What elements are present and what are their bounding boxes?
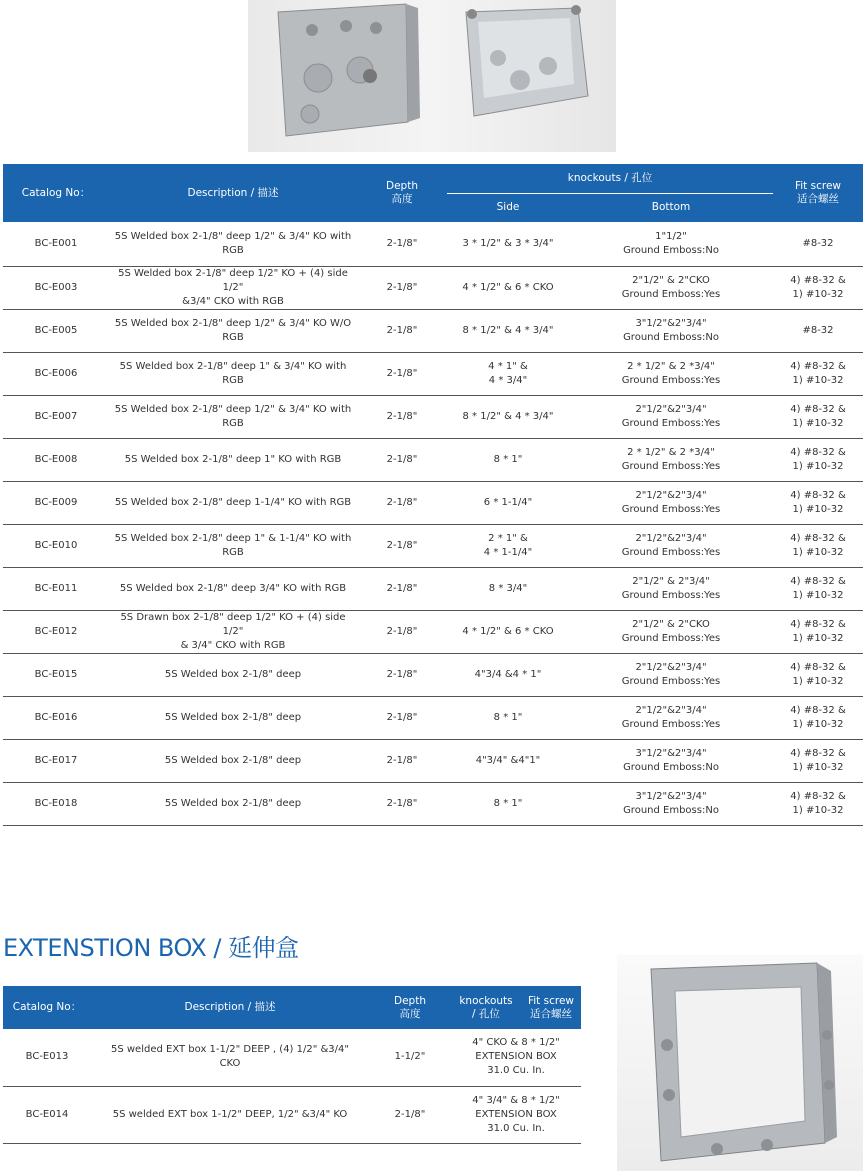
depth-cell-line: 2-1/8" bbox=[386, 797, 418, 809]
side-knockouts-cell bbox=[447, 309, 569, 352]
bottom-knockouts-cell-line: 2"1/2"&2"3/4" bbox=[635, 661, 707, 673]
fit-screw-cell-line: 4) #8-32 & bbox=[790, 704, 846, 716]
fit-screw-cell-line: 1) #10-32 bbox=[792, 632, 844, 644]
ext-knockouts-cell-line: 4" CKO & 8 * 1/2" bbox=[472, 1037, 560, 1049]
fit-screw-cell bbox=[773, 653, 863, 696]
bottom-knockouts-cell bbox=[569, 309, 773, 352]
side-knockouts-cell bbox=[447, 653, 569, 696]
depth-cell bbox=[357, 567, 447, 610]
description-cell-line: 5S Welded box 2-1/8" deep 1" & 1-1/4" KO with bbox=[114, 532, 352, 544]
bottom-knockouts-cell bbox=[569, 610, 773, 653]
fit-screw-cell-line: 4) #8-32 & bbox=[790, 446, 846, 458]
ext-depth-cell-line: 2-1/8" bbox=[394, 1108, 426, 1120]
bottom-knockouts-cell-line: 1"1/2" bbox=[655, 230, 687, 242]
ext-description-cell bbox=[91, 1029, 369, 1086]
side-knockouts-cell-line: 3 * 1/2" & 3 * 3/4" bbox=[462, 237, 554, 249]
bottom-knockouts-cell-line: Ground Emboss:Yes bbox=[621, 374, 721, 386]
depth-cell bbox=[357, 653, 447, 696]
fit-screw-cell-line: 1) #10-32 bbox=[792, 589, 844, 601]
description-cell-line: 5S Welded box 2-1/8" deep bbox=[164, 711, 302, 723]
bottom-knockouts-cell-line: Ground Emboss:Yes bbox=[621, 546, 721, 558]
description-cell-line: 5S Drawn box 2-1/8" deep 1/2" KO + (4) side 1/2" bbox=[120, 611, 346, 637]
fit-screw-cell bbox=[773, 567, 863, 610]
ext-knockouts-cell-line: 4" 3/4" & 8 * 1/2" bbox=[472, 1094, 560, 1106]
side-knockouts-cell bbox=[447, 352, 569, 395]
side-knockouts-cell bbox=[447, 524, 569, 567]
side-knockouts-cell bbox=[447, 567, 569, 610]
description-cell bbox=[109, 352, 357, 395]
depth-cell-line: 2-1/8" bbox=[386, 367, 418, 379]
side-knockouts-cell-line: 2 * 1" & bbox=[488, 532, 528, 544]
bottom-knockouts-cell-line: 2"1/2"&2"3/4" bbox=[635, 403, 707, 415]
fit-screw-cell-line: 1) #10-32 bbox=[792, 718, 844, 730]
depth-cell-line: 2-1/8" bbox=[386, 410, 418, 422]
header-knockouts: knockouts / 孔位 bbox=[447, 164, 773, 193]
fit-screw-cell-line: 1) #10-32 bbox=[792, 417, 844, 429]
table-row bbox=[3, 309, 863, 352]
catalog-cell bbox=[3, 610, 109, 653]
description-cell bbox=[109, 481, 357, 524]
fit-screw-cell bbox=[773, 696, 863, 739]
depth-cell bbox=[357, 222, 447, 266]
bottom-knockouts-cell bbox=[569, 653, 773, 696]
side-knockouts-cell bbox=[447, 222, 569, 266]
description-cell-line: 5S Welded box 2-1/8" deep 1-1/4" KO with RGB bbox=[114, 496, 352, 508]
side-knockouts-cell-line: 4 * 1-1/4" bbox=[483, 546, 533, 558]
table-row bbox=[3, 610, 863, 653]
side-knockouts-cell-line: 8 * 3/4" bbox=[488, 582, 528, 594]
bottom-knockouts-cell bbox=[569, 395, 773, 438]
bottom-knockouts-cell-line: Ground Emboss:No bbox=[623, 804, 719, 816]
ext-header-catalog: Catalog No： bbox=[3, 986, 91, 1029]
bottom-knockouts-cell-line: 2"1/2" & 2"3/4" bbox=[632, 575, 710, 587]
description-cell-line: 5S Welded box 2-1/8" deep 1/2" KO + (4) side 1/2" bbox=[118, 267, 348, 293]
ext-header-depth-cn: 高度 bbox=[399, 1007, 421, 1020]
bottom-knockouts-cell-line: 2"1/2"&2"3/4" bbox=[635, 489, 707, 501]
extension-box-photo bbox=[617, 955, 863, 1171]
catalog-cell-line: BC-E008 bbox=[34, 453, 78, 465]
table-row bbox=[3, 352, 863, 395]
fit-screw-cell-line: 4) #8-32 & bbox=[790, 747, 846, 759]
bottom-knockouts-cell-line: Ground Emboss:Yes bbox=[621, 718, 721, 730]
description-cell-line: RGB bbox=[222, 417, 244, 429]
ext-header-description: Description / 描述 bbox=[91, 986, 369, 1029]
ext-description-cell-line: CKO bbox=[219, 1058, 241, 1070]
description-cell bbox=[109, 438, 357, 481]
bottom-knockouts-cell-line: 2 * 1/2" & 2 *3/4" bbox=[627, 360, 715, 372]
fit-screw-cell-line: 4) #8-32 & bbox=[790, 532, 846, 544]
table-row bbox=[3, 696, 863, 739]
ext-knockouts-cell-line: EXTENSION BOX bbox=[475, 1051, 557, 1063]
description-cell-line: RGB bbox=[222, 546, 244, 558]
description-cell bbox=[109, 266, 357, 309]
fit-screw-cell bbox=[773, 309, 863, 352]
depth-cell-line: 2-1/8" bbox=[386, 711, 418, 723]
fit-screw-cell-line: 1) #10-32 bbox=[792, 804, 844, 816]
bottom-knockouts-cell-line: Ground Emboss:Yes bbox=[621, 503, 721, 515]
header-fit-screw-en: Fit screw bbox=[794, 180, 842, 192]
ext-catalog-cell-line: BC-E013 bbox=[25, 1051, 69, 1063]
description-cell bbox=[109, 739, 357, 782]
fit-screw-cell-line: 4) #8-32 & bbox=[790, 661, 846, 673]
bottom-knockouts-cell-line: 2 * 1/2" & 2 *3/4" bbox=[627, 446, 715, 458]
bottom-knockouts-cell-line: 3"1/2"&2"3/4" bbox=[635, 747, 707, 759]
table-row bbox=[3, 567, 863, 610]
catalog-cell-line: BC-E001 bbox=[34, 237, 78, 249]
catalog-cell-line: BC-E012 bbox=[34, 625, 78, 637]
description-cell bbox=[109, 395, 357, 438]
depth-cell bbox=[357, 352, 447, 395]
depth-cell-line: 2-1/8" bbox=[386, 237, 418, 249]
header-catalog: Catalog No： bbox=[3, 164, 109, 222]
depth-cell bbox=[357, 438, 447, 481]
table-row bbox=[3, 266, 863, 309]
product-photo-boxes bbox=[248, 0, 616, 152]
catalog-cell bbox=[3, 395, 109, 438]
catalog-cell-line: BC-E007 bbox=[34, 410, 78, 422]
description-cell bbox=[109, 567, 357, 610]
description-cell-line: & 3/4" CKO with RGB bbox=[180, 639, 286, 651]
header-depth bbox=[357, 164, 447, 222]
table-row bbox=[3, 395, 863, 438]
description-cell bbox=[109, 653, 357, 696]
fit-screw-cell bbox=[773, 524, 863, 567]
ext-catalog-cell bbox=[3, 1029, 91, 1086]
fit-screw-cell-line: 4) #8-32 & bbox=[790, 575, 846, 587]
bottom-knockouts-cell bbox=[569, 352, 773, 395]
depth-cell bbox=[357, 739, 447, 782]
depth-cell bbox=[357, 696, 447, 739]
side-knockouts-cell-line: 4 * 1/2" & 6 * CKO bbox=[462, 625, 554, 637]
side-knockouts-cell bbox=[447, 438, 569, 481]
side-knockouts-cell-line: 8 * 1/2" & 4 * 3/4" bbox=[462, 324, 554, 336]
side-knockouts-cell-line: 4 * 3/4" bbox=[488, 374, 528, 386]
description-cell bbox=[109, 309, 357, 352]
table-row bbox=[3, 782, 863, 825]
side-knockouts-cell bbox=[447, 696, 569, 739]
catalog-cell-line: BC-E015 bbox=[34, 668, 78, 680]
bottom-knockouts-cell bbox=[569, 222, 773, 266]
ext-header-knockouts bbox=[451, 986, 521, 1029]
ext-header-depth-en: Depth bbox=[394, 994, 426, 1007]
bottom-knockouts-cell-line: 2"1/2" & 2"CKO bbox=[632, 618, 710, 630]
side-knockouts-cell-line: 6 * 1-1/4" bbox=[483, 496, 533, 508]
bottom-knockouts-cell-line: Ground Emboss:No bbox=[623, 331, 719, 343]
side-knockouts-cell-line: 4 * 1/2" & 6 * CKO bbox=[462, 281, 554, 293]
ext-knockouts-cell-line: 31.0 Cu. In. bbox=[487, 1122, 545, 1134]
bottom-knockouts-cell bbox=[569, 524, 773, 567]
fit-screw-cell-line: 1) #10-32 bbox=[792, 546, 844, 558]
header-depth-en: Depth bbox=[386, 180, 418, 192]
ext-header-fit-screw bbox=[521, 986, 581, 1029]
description-cell bbox=[109, 524, 357, 567]
welded-box-table bbox=[3, 164, 863, 826]
header-bottom: Bottom bbox=[569, 193, 773, 222]
depth-cell bbox=[357, 610, 447, 653]
bottom-knockouts-cell-line: 2"1/2"&2"3/4" bbox=[635, 532, 707, 544]
fit-screw-cell-line: 1) #10-32 bbox=[792, 503, 844, 515]
catalog-cell bbox=[3, 309, 109, 352]
bottom-knockouts-cell bbox=[569, 481, 773, 524]
catalog-cell bbox=[3, 524, 109, 567]
catalog-cell bbox=[3, 567, 109, 610]
description-cell-line: 5S Welded box 2-1/8" deep 1/2" & 3/4" KO with bbox=[114, 403, 352, 415]
fit-screw-cell-line: 1) #10-32 bbox=[792, 374, 844, 386]
extension-box-table bbox=[3, 986, 581, 1144]
fit-screw-cell-line: 4) #8-32 & bbox=[790, 403, 846, 415]
fit-screw-cell bbox=[773, 438, 863, 481]
fit-screw-cell-line: 1) #10-32 bbox=[792, 675, 844, 687]
description-cell-line: 5S Welded box 2-1/8" deep 1" & 3/4" KO with RGB bbox=[119, 360, 347, 386]
side-knockouts-cell-line: 8 * 1" bbox=[493, 453, 523, 465]
fit-screw-cell-line: 1) #10-32 bbox=[792, 460, 844, 472]
header-side: Side bbox=[447, 193, 569, 222]
depth-cell-line: 2-1/8" bbox=[386, 668, 418, 680]
depth-cell bbox=[357, 524, 447, 567]
ext-depth-cell bbox=[369, 1029, 451, 1086]
header-fit-screw bbox=[773, 164, 863, 222]
ext-header-depth bbox=[369, 986, 451, 1029]
catalog-cell bbox=[3, 438, 109, 481]
catalog-cell bbox=[3, 696, 109, 739]
description-cell-line: 5S Welded box 2-1/8" deep 1/2" & 3/4" KO with bbox=[114, 230, 352, 242]
description-cell bbox=[109, 782, 357, 825]
description-cell-line: 5S Welded box 2-1/8" deep 1" KO with RGB bbox=[124, 453, 342, 465]
ext-knockouts-cell-line: EXTENSION BOX bbox=[475, 1108, 557, 1120]
fit-screw-cell-line: 4) #8-32 & bbox=[790, 790, 846, 802]
description-cell-line: &3/4" CKO with RGB bbox=[182, 295, 284, 307]
depth-cell-line: 2-1/8" bbox=[386, 324, 418, 336]
side-knockouts-cell bbox=[447, 481, 569, 524]
depth-cell-line: 2-1/8" bbox=[386, 496, 418, 508]
description-cell bbox=[109, 610, 357, 653]
fit-screw-cell bbox=[773, 266, 863, 309]
depth-cell bbox=[357, 309, 447, 352]
header-description: Description / 描述 bbox=[109, 164, 357, 222]
fit-screw-cell bbox=[773, 782, 863, 825]
fit-screw-cell bbox=[773, 395, 863, 438]
description-cell bbox=[109, 696, 357, 739]
ext-knockouts-cell bbox=[451, 1086, 581, 1143]
ext-knockouts-cell-line: 31.0 Cu. In. bbox=[487, 1065, 545, 1077]
ext-header-fit-screw-en: Fit screw bbox=[527, 994, 575, 1007]
catalog-cell bbox=[3, 222, 109, 266]
table-row bbox=[3, 524, 863, 567]
bottom-knockouts-cell-line: Ground Emboss:Yes bbox=[621, 460, 721, 472]
fit-screw-cell-line: 1) #10-32 bbox=[792, 288, 844, 300]
table-row bbox=[3, 222, 863, 266]
header-depth-cn: 高度 bbox=[391, 193, 413, 205]
depth-cell-line: 2-1/8" bbox=[386, 281, 418, 293]
catalog-cell-line: BC-E010 bbox=[34, 539, 78, 551]
depth-cell bbox=[357, 395, 447, 438]
depth-cell-line: 2-1/8" bbox=[386, 625, 418, 637]
fit-screw-cell bbox=[773, 739, 863, 782]
depth-cell bbox=[357, 266, 447, 309]
ext-header-fit-screw-cn: 适合螺丝 bbox=[530, 1007, 572, 1020]
bottom-knockouts-cell bbox=[569, 696, 773, 739]
catalog-cell bbox=[3, 352, 109, 395]
side-knockouts-cell-line: 4"3/4" &4"1" bbox=[475, 754, 541, 766]
ext-depth-cell-line: 1-1/2" bbox=[394, 1051, 426, 1063]
fit-screw-cell-line: 4) #8-32 & bbox=[790, 274, 846, 286]
catalog-cell-line: BC-E003 bbox=[34, 281, 78, 293]
table-row bbox=[3, 438, 863, 481]
table-row bbox=[3, 739, 863, 782]
fit-screw-cell-line: 4) #8-32 & bbox=[790, 360, 846, 372]
bottom-knockouts-cell bbox=[569, 739, 773, 782]
catalog-cell bbox=[3, 481, 109, 524]
fit-screw-cell-line: 1) #10-32 bbox=[792, 761, 844, 773]
bottom-knockouts-cell bbox=[569, 438, 773, 481]
side-knockouts-cell-line: 8 * 1/2" & 4 * 3/4" bbox=[462, 410, 554, 422]
fit-screw-cell-line: 4) #8-32 & bbox=[790, 489, 846, 501]
side-knockouts-cell bbox=[447, 739, 569, 782]
side-knockouts-cell bbox=[447, 266, 569, 309]
depth-cell-line: 2-1/8" bbox=[386, 582, 418, 594]
side-knockouts-cell-line: 4 * 1" & bbox=[488, 360, 528, 372]
side-knockouts-cell bbox=[447, 395, 569, 438]
fit-screw-cell bbox=[773, 352, 863, 395]
bottom-knockouts-cell bbox=[569, 782, 773, 825]
catalog-cell-line: BC-E017 bbox=[34, 754, 78, 766]
bottom-knockouts-cell-line: 2"1/2"&2"3/4" bbox=[635, 704, 707, 716]
side-knockouts-cell-line: 8 * 1" bbox=[493, 711, 523, 723]
catalog-cell-line: BC-E009 bbox=[34, 496, 78, 508]
catalog-cell bbox=[3, 782, 109, 825]
fit-screw-cell bbox=[773, 222, 863, 266]
depth-cell bbox=[357, 782, 447, 825]
catalog-cell-line: BC-E005 bbox=[34, 324, 78, 336]
ext-description-cell-line: 5S welded EXT box 1-1/2" DEEP , (4) 1/2" &3/4" bbox=[110, 1044, 349, 1056]
ext-description-cell bbox=[91, 1086, 369, 1143]
bottom-knockouts-cell-line: 2"1/2" & 2"CKO bbox=[632, 274, 710, 286]
fit-screw-cell-line: #8-32 bbox=[802, 324, 834, 336]
description-cell-line: 5S Welded box 2-1/8" deep bbox=[164, 797, 302, 809]
bottom-knockouts-cell-line: Ground Emboss:No bbox=[623, 244, 719, 256]
side-knockouts-cell-line: 8 * 1" bbox=[493, 797, 523, 809]
bottom-knockouts-cell-line: Ground Emboss:Yes bbox=[621, 632, 721, 644]
description-cell-line: 5S Welded box 2-1/8" deep 1/2" & 3/4" KO W/O bbox=[114, 317, 352, 329]
depth-cell-line: 2-1/8" bbox=[386, 453, 418, 465]
ext-description-cell-line: 5S welded EXT box 1-1/2" DEEP, 1/2" &3/4" KO bbox=[112, 1108, 348, 1120]
ext-knockouts-cell bbox=[451, 1029, 581, 1086]
description-cell bbox=[109, 222, 357, 266]
side-knockouts-cell bbox=[447, 610, 569, 653]
catalog-cell bbox=[3, 266, 109, 309]
section-title-extension-box: EXTENSTION BOX / 延伸盒 bbox=[3, 934, 299, 962]
ext-catalog-cell bbox=[3, 1086, 91, 1143]
table-row bbox=[3, 481, 863, 524]
bottom-knockouts-cell-line: Ground Emboss:No bbox=[623, 761, 719, 773]
ext-header-knockouts-cn: / 孔位 bbox=[472, 1007, 500, 1020]
fit-screw-cell-line: 4) #8-32 & bbox=[790, 618, 846, 630]
bottom-knockouts-cell-line: Ground Emboss:Yes bbox=[621, 288, 721, 300]
bottom-knockouts-cell-line: 3"1/2"&2"3/4" bbox=[635, 790, 707, 802]
catalog-cell-line: BC-E006 bbox=[34, 367, 78, 379]
bottom-knockouts-cell-line: Ground Emboss:Yes bbox=[621, 589, 721, 601]
bottom-knockouts-cell bbox=[569, 567, 773, 610]
header-fit-screw-cn: 适合螺丝 bbox=[797, 193, 839, 205]
bottom-knockouts-cell bbox=[569, 266, 773, 309]
ext-depth-cell bbox=[369, 1086, 451, 1143]
table-row bbox=[3, 1086, 581, 1143]
table-row bbox=[3, 653, 863, 696]
description-cell-line: 5S Welded box 2-1/8" deep bbox=[164, 668, 302, 680]
bottom-knockouts-cell-line: 3"1/2"&2"3/4" bbox=[635, 317, 707, 329]
bottom-knockouts-cell-line: Ground Emboss:Yes bbox=[621, 417, 721, 429]
description-cell-line: 5S Welded box 2-1/8" deep 3/4" KO with RGB bbox=[119, 582, 347, 594]
depth-cell-line: 2-1/8" bbox=[386, 539, 418, 551]
description-cell-line: 5S Welded box 2-1/8" deep bbox=[164, 754, 302, 766]
ext-header-knockouts-en: knockouts bbox=[459, 994, 513, 1007]
catalog-cell-line: BC-E016 bbox=[34, 711, 78, 723]
fit-screw-cell bbox=[773, 610, 863, 653]
catalog-cell-line: BC-E018 bbox=[34, 797, 78, 809]
catalog-cell bbox=[3, 653, 109, 696]
side-knockouts-cell bbox=[447, 782, 569, 825]
bottom-knockouts-cell-line: Ground Emboss:Yes bbox=[621, 675, 721, 687]
catalog-cell bbox=[3, 739, 109, 782]
description-cell-line: RGB bbox=[222, 244, 244, 256]
depth-cell-line: 2-1/8" bbox=[386, 754, 418, 766]
fit-screw-cell-line: #8-32 bbox=[802, 237, 834, 249]
description-cell-line: RGB bbox=[222, 331, 244, 343]
table-row bbox=[3, 1029, 581, 1086]
ext-catalog-cell-line: BC-E014 bbox=[25, 1108, 69, 1120]
catalog-cell-line: BC-E011 bbox=[34, 582, 78, 594]
depth-cell bbox=[357, 481, 447, 524]
side-knockouts-cell-line: 4"3/4 &4 * 1" bbox=[474, 668, 542, 680]
fit-screw-cell bbox=[773, 481, 863, 524]
